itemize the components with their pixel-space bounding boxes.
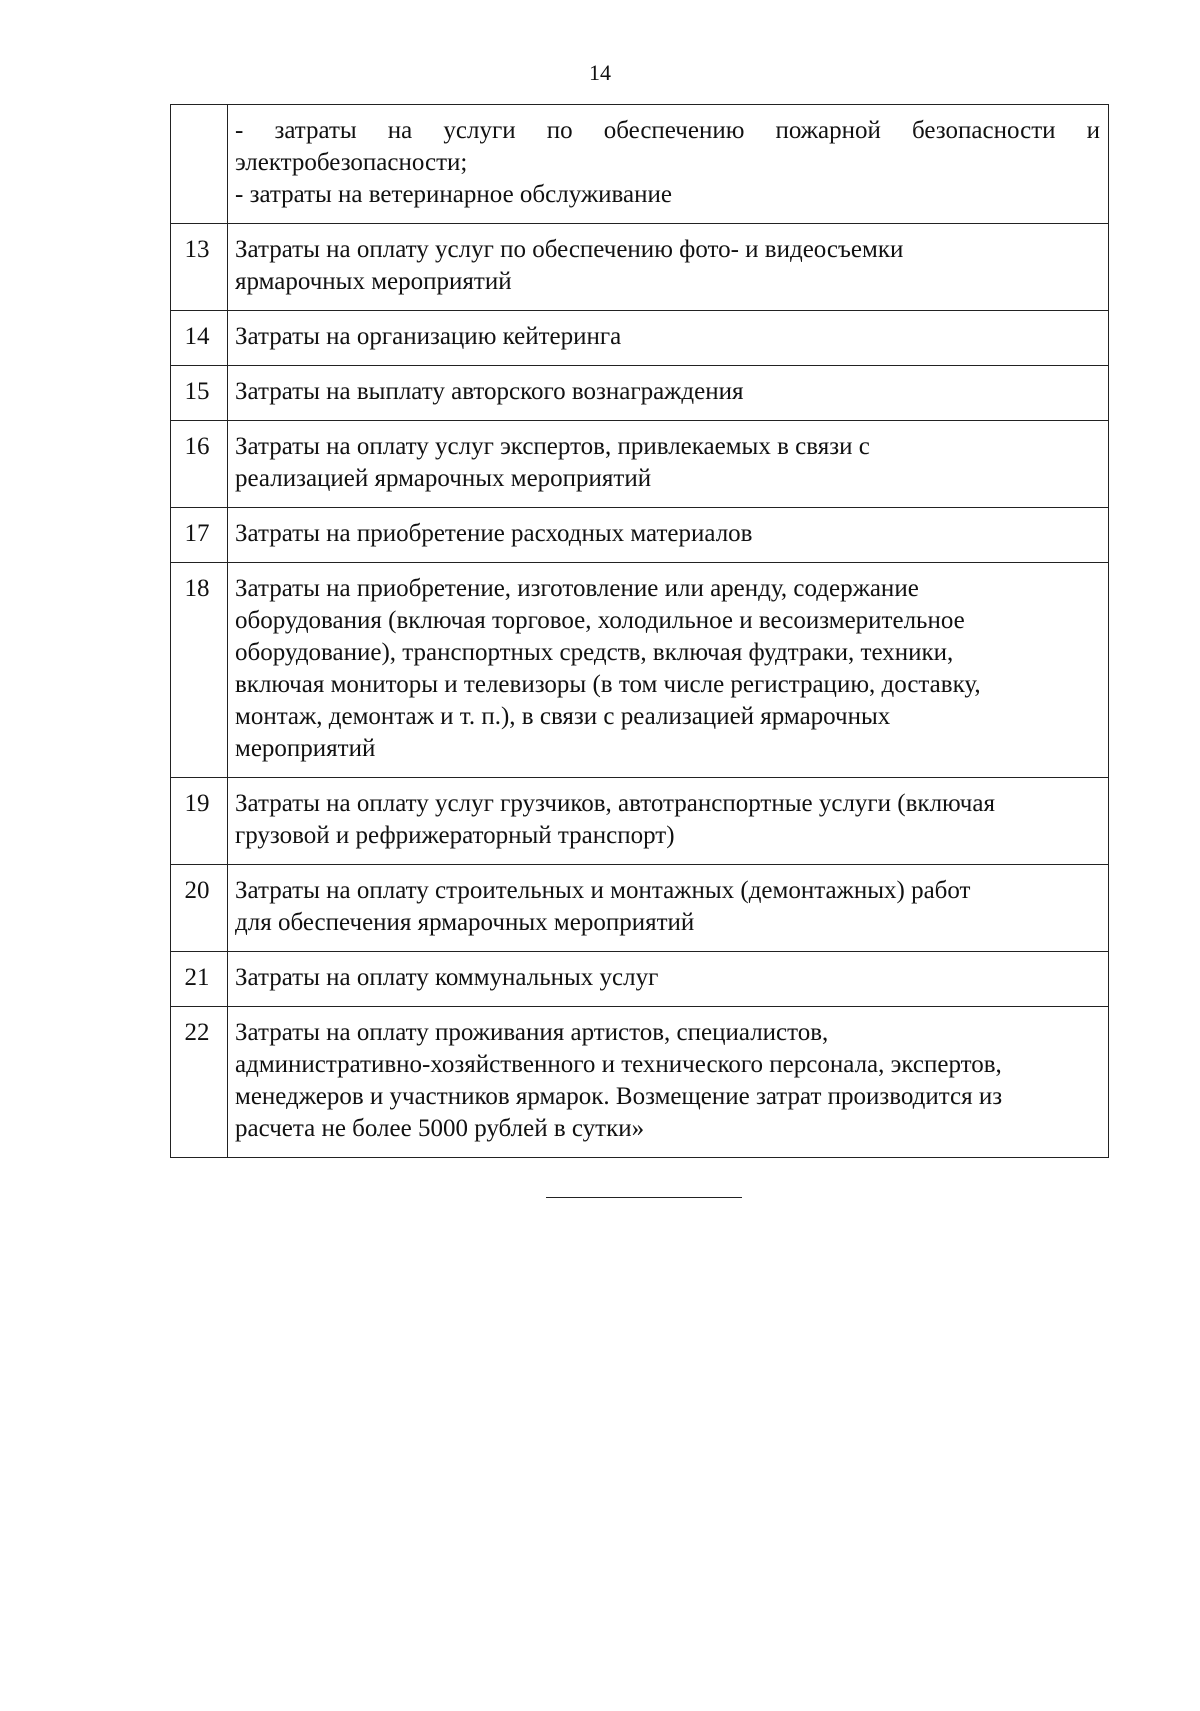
- row-number: 13: [171, 224, 228, 311]
- row-text-line: монтаж, демонтаж и т. п.), в связи с реализацией ярмарочных: [235, 703, 891, 730]
- row-text-line: ярмарочных мероприятий: [235, 268, 512, 295]
- row-text-line: Затраты на оплату услуг грузчиков, автотранспортные услуги (включая: [235, 790, 995, 817]
- row-text-line: Затраты на оплату строительных и монтажных (демонтажных) работ: [235, 877, 971, 904]
- row-text-line: мероприятий: [235, 735, 376, 762]
- row-text-line: Затраты на приобретение расходных материалов: [235, 520, 753, 547]
- row-text-line: Затраты на оплату коммунальных услуг: [235, 964, 659, 991]
- table-row: [171, 224, 1109, 311]
- row-number: [171, 105, 228, 224]
- row-text-line: административно-хозяйственного и технического персонала, экспертов,: [235, 1051, 1002, 1078]
- row-text-line: Затраты на выплату авторского вознаграждения: [235, 378, 744, 405]
- row-text: [228, 311, 1109, 366]
- row-text-line: оборудования (включая торговое, холодильное и весоизмерительное: [235, 607, 965, 634]
- row-text-line: грузовой и рефрижераторный транспорт): [235, 822, 675, 849]
- row-text: [228, 105, 1109, 224]
- row-text: [228, 865, 1109, 952]
- row-text-line: - затраты на ветеринарное обслуживание: [235, 181, 672, 208]
- row-number: 20: [171, 865, 228, 952]
- row-text-line: Затраты на оплату услуг экспертов, привлекаемых в связи с: [235, 433, 870, 460]
- row-number: 16: [171, 421, 228, 508]
- row-text-line: Затраты на оплату проживания артистов, специалистов,: [235, 1019, 829, 1046]
- table-row: [171, 421, 1109, 508]
- table-row: [171, 778, 1109, 865]
- row-number: 21: [171, 952, 228, 1007]
- row-text: [228, 421, 1109, 508]
- row-text: [228, 366, 1109, 421]
- table-row: [171, 563, 1109, 778]
- row-text-line: электробезопасности;: [235, 149, 468, 176]
- table-row: [171, 952, 1109, 1007]
- row-text: [228, 224, 1109, 311]
- row-text-line: включая мониторы и телевизоры (в том числе регистрацию, доставку,: [235, 671, 981, 698]
- table-row: [171, 1007, 1109, 1158]
- row-text-line: расчета не более 5000 рублей в сутки»: [235, 1115, 645, 1142]
- expense-table: [170, 104, 1109, 1158]
- row-text-line: Затраты на приобретение, изготовление или аренду, содержание: [235, 575, 919, 602]
- table-row: [171, 105, 1109, 224]
- page-number: 14: [589, 60, 611, 85]
- row-text: [228, 563, 1109, 778]
- row-number: 17: [171, 508, 228, 563]
- row-number: 15: [171, 366, 228, 421]
- row-text: [228, 952, 1109, 1007]
- table-row: [171, 366, 1109, 421]
- table-row: [171, 865, 1109, 952]
- row-text-line: реализацией ярмарочных мероприятий: [235, 465, 652, 492]
- row-text-line: Затраты на оплату услуг по обеспечению фото- и видеосъемки: [235, 236, 904, 263]
- row-text-line: Затраты на организацию кейтеринга: [235, 323, 622, 350]
- table-row: [171, 508, 1109, 563]
- row-number: 22: [171, 1007, 228, 1158]
- row-text-line: оборудование), транспортных средств, включая фудтраки, техники,: [235, 639, 954, 666]
- row-number: 14: [171, 311, 228, 366]
- row-text-line: менеджеров и участников ярмарок. Возмещение затрат производится из: [235, 1083, 1003, 1110]
- row-text: [228, 508, 1109, 563]
- row-number: 18: [171, 563, 228, 778]
- row-text: [228, 1007, 1109, 1158]
- row-text-line: для обеспечения ярмарочных мероприятий: [235, 909, 695, 936]
- row-text: [228, 778, 1109, 865]
- end-rule-divider: [546, 1197, 742, 1198]
- row-text-line: - затраты на услуги по обеспечению пожарной безопасности и: [235, 117, 1100, 144]
- row-number: 19: [171, 778, 228, 865]
- table-row: [171, 311, 1109, 366]
